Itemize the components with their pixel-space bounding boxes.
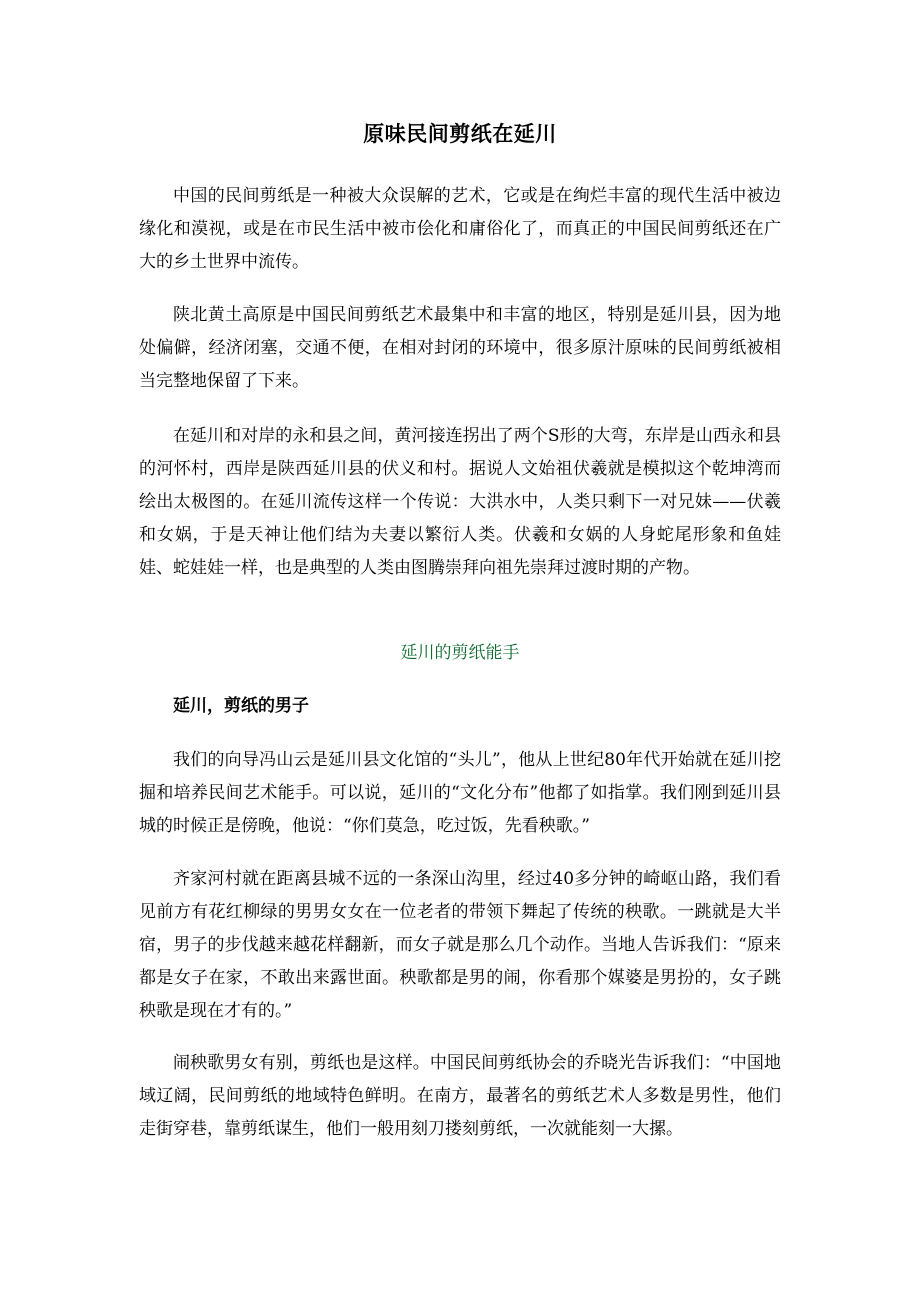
paragraph-1: 中国的民间剪纸是一种被大众误解的艺术，它或是在绚烂丰富的现代生活中被边缘化和漠视，或是在市民生活中被市侩化和庸俗化了，而真正的中国民间剪纸还在广大的乡土世界中流传。 <box>139 186 781 272</box>
paragraph-2: 陕北黄土高原是中国民间剪纸艺术最集中和丰富的地区，特别是延川县，因为地处偏僻，经济闭塞，交通不便，在相对封闭的环境中，很多原汁原味的民间剪纸被相当完整地保留了下来。 <box>139 305 781 391</box>
section-paragraph-1: 我们的向导冯山云是延川县文化馆的“头儿”，他从上世纪80年代开始就在延川挖掘和培养民间艺术能手。可以说，延川的“文化分布”他都了如指掌。我们刚到延川县城的时候正是傍晚，他说：“你们莫急，吃过饭，先看秧歌。” <box>139 750 781 836</box>
paragraph-3: 在延川和对岸的永和县之间，黄河接连拐出了两个S形的大弯，东岸是山西永和县的河怀村，西岸是陕西延川县的伏义和村。据说人文始祖伏羲就是模拟这个乾坤湾而绘出太极图的。在延川流传这样一个传说：大洪水中，人类只剩下一对兄妹——伏羲和女娲，于是天神让他们结为夫妻以繁衍人类。伏羲和女娲的人身蛇尾形象和鱼娃娃、蛇娃娃一样，也是典型的人类由图腾崇拜向祖先崇拜过渡时期的产物。 <box>139 426 781 578</box>
section-paragraph-2: 齐家河村就在距离县城不远的一条深山沟里，经过40多分钟的崎岖山路，我们看见前方有花红柳绿的男男女女在一位老者的带领下舞起了传统的秧歌。一跳就是大半宿，男子的步伐越来越花样翻新，而女子就是那么几个动作。当地人告诉我们：“原来都是女子在家，不敢出来露世面。秧歌都是男的闹，你看那个媒婆是男扮的，女子跳秧歌是现在才有的。” <box>139 869 781 1021</box>
section-paragraph-3: 闹秧歌男女有别，剪纸也是这样。中国民间剪纸协会的乔晓光告诉我们：“中国地域辽阔，民间剪纸的地域特色鲜明。在南方，最著名的剪纸艺术人多数是男性，他们走街穿巷，靠剪纸谋生，他们一般用刻刀搂刻剪纸，一次就能刻一大摞。 <box>139 1053 781 1139</box>
document-title: 原味民间剪纸在延川 <box>363 121 557 146</box>
section-subheading: 延川的剪纸能手 <box>400 643 520 663</box>
section-heading: 延川，剪纸的男子 <box>173 696 309 716</box>
